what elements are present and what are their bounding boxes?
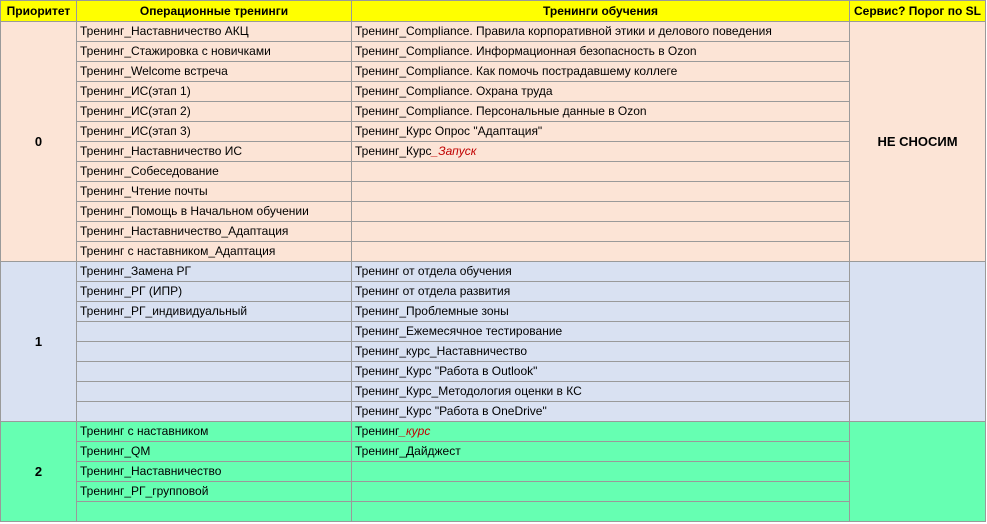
table-row <box>1 22 986 42</box>
header-row <box>1 1 986 22</box>
training-highlight-text: _Запуск <box>431 144 477 158</box>
service-threshold-cell[interactable] <box>850 262 986 422</box>
operational-training-cell[interactable]: Тренинг_РГ_групповой <box>77 482 352 502</box>
table-row <box>1 102 986 122</box>
priority-cell[interactable]: 0 <box>1 22 77 262</box>
operational-training-cell[interactable] <box>77 402 352 422</box>
table-row <box>1 322 986 342</box>
operational-training-cell[interactable]: Тренинг с наставником_Адаптация <box>77 242 352 262</box>
training-text: Тренинг_Дайджест <box>355 444 461 458</box>
table-row <box>1 82 986 102</box>
service-threshold-cell[interactable]: НЕ СНОСИМ <box>850 22 986 262</box>
learning-training-cell[interactable] <box>352 262 850 282</box>
table-row <box>1 442 986 462</box>
operational-training-cell[interactable]: Тренинг_Помощь в Начальном обучении <box>77 202 352 222</box>
learning-training-cell[interactable] <box>352 482 850 502</box>
learning-training-cell[interactable] <box>352 302 850 322</box>
table-row <box>1 482 986 502</box>
learning-training-cell[interactable] <box>352 142 850 162</box>
learning-training-cell[interactable] <box>352 382 850 402</box>
table-row <box>1 462 986 482</box>
table-row <box>1 122 986 142</box>
table-row <box>1 262 986 282</box>
operational-training-cell[interactable]: Тренинг_Чтение почты <box>77 182 352 202</box>
operational-training-cell[interactable]: Тренинг_Наставничество <box>77 462 352 482</box>
operational-training-cell[interactable]: Тренинг с наставником <box>77 422 352 442</box>
learning-training-cell[interactable] <box>352 462 850 482</box>
table-row <box>1 42 986 62</box>
table-row <box>1 62 986 82</box>
training-text: Тренинг_курс_Наставничество <box>355 344 528 358</box>
learning-training-cell[interactable] <box>352 422 850 442</box>
training-text: Тренинг_Ежемесячное тестирование <box>355 324 563 338</box>
table-row <box>1 182 986 202</box>
table-row <box>1 402 986 422</box>
learning-training-cell[interactable] <box>352 62 850 82</box>
learning-training-cell[interactable] <box>352 182 850 202</box>
training-text: Тренинг_Проблемные зоны <box>355 304 509 318</box>
operational-training-cell[interactable]: Тренинг_РГ_индивидуальный <box>77 302 352 322</box>
operational-training-cell[interactable]: Тренинг_ИС(этап 1) <box>77 82 352 102</box>
learning-training-cell[interactable] <box>352 442 850 462</box>
header-service-threshold[interactable]: Сервис? Порог по SL <box>850 1 986 22</box>
training-text: Тренинг_Курс "Работа в Outlook" <box>355 364 538 378</box>
training-text: Тренинг_Курс_Методология оценки в КС <box>355 384 582 398</box>
operational-training-cell[interactable]: Тренинг_Стажировка с новичками <box>77 42 352 62</box>
learning-training-cell[interactable] <box>352 122 850 142</box>
table-row <box>1 382 986 402</box>
learning-training-cell[interactable] <box>352 402 850 422</box>
operational-training-cell[interactable]: Тренинг_РГ (ИПР) <box>77 282 352 302</box>
service-threshold-cell[interactable] <box>850 422 986 522</box>
table-body <box>1 22 986 522</box>
table-row <box>1 302 986 322</box>
operational-training-cell[interactable] <box>77 502 352 522</box>
operational-training-cell[interactable] <box>77 382 352 402</box>
operational-training-cell[interactable] <box>77 342 352 362</box>
training-text: Тренинг_Compliance. Как помочь пострадавшему коллеге <box>355 64 678 78</box>
training-text: Тренинг_Compliance. Информационная безопасность в Ozon <box>355 44 697 58</box>
priority-cell[interactable]: 1 <box>1 262 77 422</box>
table-row <box>1 282 986 302</box>
training-text: Тренинг от отдела обучения <box>355 264 512 278</box>
learning-training-cell[interactable] <box>352 102 850 122</box>
operational-training-cell[interactable]: Тренинг_Наставничество АКЦ <box>77 22 352 42</box>
operational-training-cell[interactable]: Тренинг_Замена РГ <box>77 262 352 282</box>
training-text: Тренинг_Курс "Работа в OneDrive" <box>355 404 547 418</box>
table-row <box>1 142 986 162</box>
learning-training-cell[interactable] <box>352 322 850 342</box>
learning-training-cell[interactable] <box>352 202 850 222</box>
learning-training-cell[interactable] <box>352 342 850 362</box>
learning-training-cell[interactable] <box>352 222 850 242</box>
learning-training-cell[interactable] <box>352 242 850 262</box>
operational-training-cell[interactable]: Тренинг_QM <box>77 442 352 462</box>
training-text: Тренинг_Compliance. Правила корпоративной этики и делового поведения <box>355 24 772 38</box>
operational-training-cell[interactable]: Тренинг_Наставничество_Адаптация <box>77 222 352 242</box>
operational-training-cell[interactable]: Тренинг_ИС(этап 2) <box>77 102 352 122</box>
operational-training-cell[interactable] <box>77 362 352 382</box>
operational-training-cell[interactable] <box>77 322 352 342</box>
learning-training-cell[interactable] <box>352 162 850 182</box>
learning-training-cell[interactable] <box>352 362 850 382</box>
table-row <box>1 362 986 382</box>
table-row <box>1 342 986 362</box>
learning-training-cell[interactable] <box>352 282 850 302</box>
training-text: Тренинг_Compliance. Персональные данные в Ozon <box>355 104 647 118</box>
table-row <box>1 502 986 522</box>
priority-cell[interactable]: 2 <box>1 422 77 522</box>
learning-training-cell[interactable] <box>352 42 850 62</box>
operational-training-cell[interactable]: Тренинг_Наставничество ИС <box>77 142 352 162</box>
table-row <box>1 202 986 222</box>
learning-training-cell[interactable] <box>352 22 850 42</box>
operational-training-cell[interactable]: Тренинг_Welcome встреча <box>77 62 352 82</box>
learning-training-cell[interactable] <box>352 82 850 102</box>
header-learning-trainings[interactable]: Тренинги обучения <box>352 1 850 22</box>
header-operational-trainings[interactable]: Операционные тренинги <box>77 1 352 22</box>
table-row <box>1 162 986 182</box>
training-text: Тренинг_Курс Опрос "Адаптация" <box>355 124 543 138</box>
operational-training-cell[interactable]: Тренинг_ИС(этап 3) <box>77 122 352 142</box>
learning-training-cell[interactable] <box>352 502 850 522</box>
training-text: Тренинг_Курс <box>355 144 432 158</box>
training-text: Тренинг от отдела развития <box>355 284 511 298</box>
operational-training-cell[interactable]: Тренинг_Собеседование <box>77 162 352 182</box>
header-priority[interactable]: Приоритет <box>1 1 77 22</box>
table-row <box>1 242 986 262</box>
training-text: Тренинг <box>355 424 400 438</box>
training-text: Тренинг_Compliance. Охрана труда <box>355 84 553 98</box>
table-row <box>1 422 986 442</box>
training-highlight-text: _курс <box>399 424 431 438</box>
table-row <box>1 222 986 242</box>
